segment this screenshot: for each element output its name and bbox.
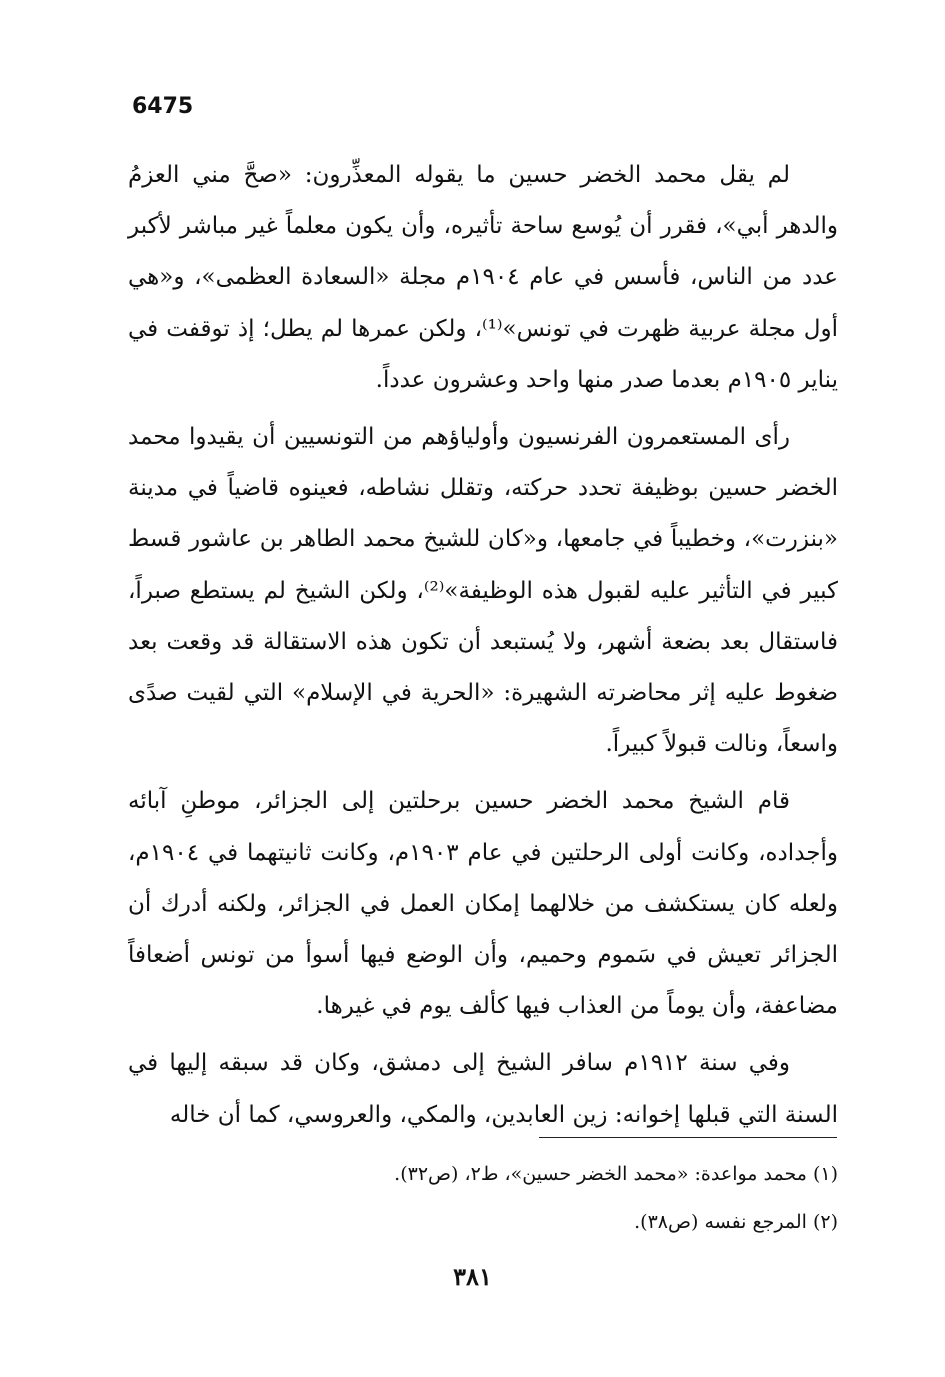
- footnote-divider: [539, 1137, 837, 1138]
- paragraph-3: قام الشيخ محمد الخضر حسين برحلتين إلى الجزائر، موطنِ آبائه وأجداده، وكانت أولى الرحلتين في عام ١٩٠٣م، وكانت ثانيتهما في ١٩٠٤م، ولعله كان يستكشف من خلالهما إمكان العمل في الجزائر، ولكنه أدرك أن الجزائر تعيش في سَموم وحميم، وأن الوضع فيها أسوأ من تونس أضعافاً مضاعفة، وأن يوماً من العذاب فيها كألف يوم في غيرها.: [128, 788, 838, 1020]
- footnote-2: (٢) المرجع نفسه (ص٣٨).: [634, 1211, 838, 1233]
- footnote-1: (١) محمد مواعدة: «محمد الخضر حسين»، ط٢، (ص٣٢).: [394, 1163, 838, 1185]
- body-text: [128, 150, 838, 1141]
- page-number: ٣٨١: [453, 1262, 492, 1291]
- page-id: 6475: [132, 94, 194, 119]
- paragraph-4: وفي سنة ١٩١٢م سافر الشيخ إلى دمشق، وكان قد سبقه إليها في السنة التي قبلها إخوانه: زين العابدين، والمكي، والعروسي، كما أن خاله: [128, 1050, 838, 1128]
- paragraph-2: رأى المستعمرون الفرنسيون وأولياؤهم من التونسيين أن يقيدوا محمد الخضر حسين بوظيفة تحدد حركته، وتقلل نشاطه، فعينوه قاضياً في مدينة «بنزرت»، وخطيباً في جامعها، و«كان للشيخ محمد الطاهر بن عاشور قسط كبير في التأثير عليه لقبول هذه الوظيفة»⁽²⁾، ولكن الشيخ لم يستطع صبراً، فاستقال بعد بضعة أشهر، ولا يُستبعد أن تكون هذه الاستقالة قد وقعت بعد ضغوط عليه إثر محاضرته الشهيرة: «الحرية في الإسلام» التي لقيت صدًى واسعاً، ونالت قبولاً كبيراً.: [128, 424, 838, 758]
- footnotes: [128, 1150, 838, 1246]
- paragraph-1: لم يقل محمد الخضر حسين ما يقوله المعذِّرون: «صحَّ مني العزمُ والدهر أبي»، فقرر أن يُوسع ساحة تأثيره، وأن يكون معلماً غير مباشر لأكبر عدد من الناس، فأسس في عام ١٩٠٤م مجلة «السعادة العظمى»، و«هي أول مجلة عربية ظهرت في تونس»⁽¹⁾، ولكن عمرها لم يطل؛ إذ توقفت في يناير ١٩٠٥م بعدما صدر منها واحد وعشرون عدداً.: [128, 162, 839, 393]
